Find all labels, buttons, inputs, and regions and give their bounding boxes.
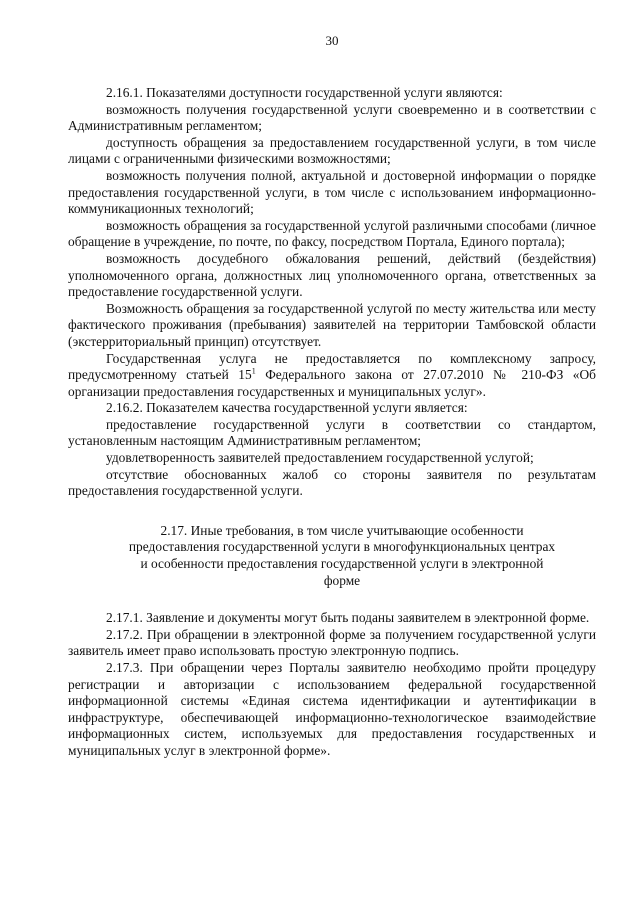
complex-request-after: Федерального закона от 27.07.2010 № 210-ФЗ «Об организации предоставления государственных и муниципальных услуг». <box>68 367 596 399</box>
paragraph-extraterritorial: Возможность обращения за государственной услугой по месту жительства или месту фактического проживания (пребывания) заявителей на территории Тамбовской области (экстерриториальный принцип) отсутствует. <box>68 300 596 349</box>
paragraph-complex-request <box>68 351 596 401</box>
heading-line: форме <box>323 572 361 588</box>
section-heading-2-17 <box>108 523 576 589</box>
paragraph-2-17-1: 2.17.1. Заявление и документы могут быть поданы заявителем в электронной форме. <box>106 610 590 626</box>
paragraph-2-16-1: 2.16.1. Показателями доступности государственной услуги являются: <box>106 85 503 100</box>
paragraph-2-17-2: 2.17.2. При обращении в электронной форме за получением государственной услуги заявитель имеет право использовать простую электронную подпись. <box>68 626 596 659</box>
paragraph-2-16-2: 2.16.2. Показателем качества государственной услуги является: <box>106 400 468 416</box>
paragraph-no-complaints: отсутствие обоснованных жалоб со стороны заявителя по результатам предоставления государственной услуги. <box>68 466 596 499</box>
paragraph-appeal: возможность досудебного обжалования решений, действий (бездействия) уполномоченного органа, должностных лиц уполномоченного органа, ответственных за предоставление государственной услуги. <box>68 250 596 300</box>
heading-line: предоставления государственной услуги в многофункциональных центрах <box>128 539 556 555</box>
paragraph-information: возможность получения полной, актуальной и достоверной информации о порядке предоставления государственной услуги, в том числе с использованием информационно-коммуникационных технологий; <box>68 167 596 217</box>
complex-request-before: Государственная услуга не предоставляется по комплексному запросу, предусмотренному статьей 15 <box>68 350 596 383</box>
paragraph-2-17-3: 2.17.3. При обращении через Порталы заявителю необходимо пройти процедуру регистрации и авторизации с использованием федеральной государственной информационной системы «Единая система идентификации и аутентификации в инфраструктуре, обеспечивающей информационно-технологическое взаимодействие информационных систем, используемых для предоставления государственных и муниципальных услуг в электронной форме». <box>68 660 596 758</box>
paragraph-standard: предоставление государственной услуги в соответствии со стандартом, установленным настоящим Административным регламентом; <box>68 416 596 449</box>
paragraph-request-methods: возможность обращения за государственной услугой различными способами (личное обращение в учреждение, по почте, по факсу, посредством Портала, Единого портала); <box>68 217 596 250</box>
heading-line: и особенности предоставления государственной услуги в электронной <box>140 556 544 572</box>
page-number: 30 <box>325 33 339 48</box>
heading-line: 2.17. Иные требования, в том числе учитывающие особенности <box>160 522 524 538</box>
complex-request-superscript: 1 <box>251 366 256 376</box>
paragraph-accessibility: доступность обращения за предоставлением государственной услуги, в том числе лицами с ограниченными физическими возможностями; <box>68 134 596 167</box>
paragraph-satisfaction: удовлетворенность заявителей предоставлением государственной услугой; <box>106 450 534 466</box>
paragraph-timely-access: возможность получения государственной услуги своевременно и в соответствии с Административным регламентом; <box>68 101 596 134</box>
